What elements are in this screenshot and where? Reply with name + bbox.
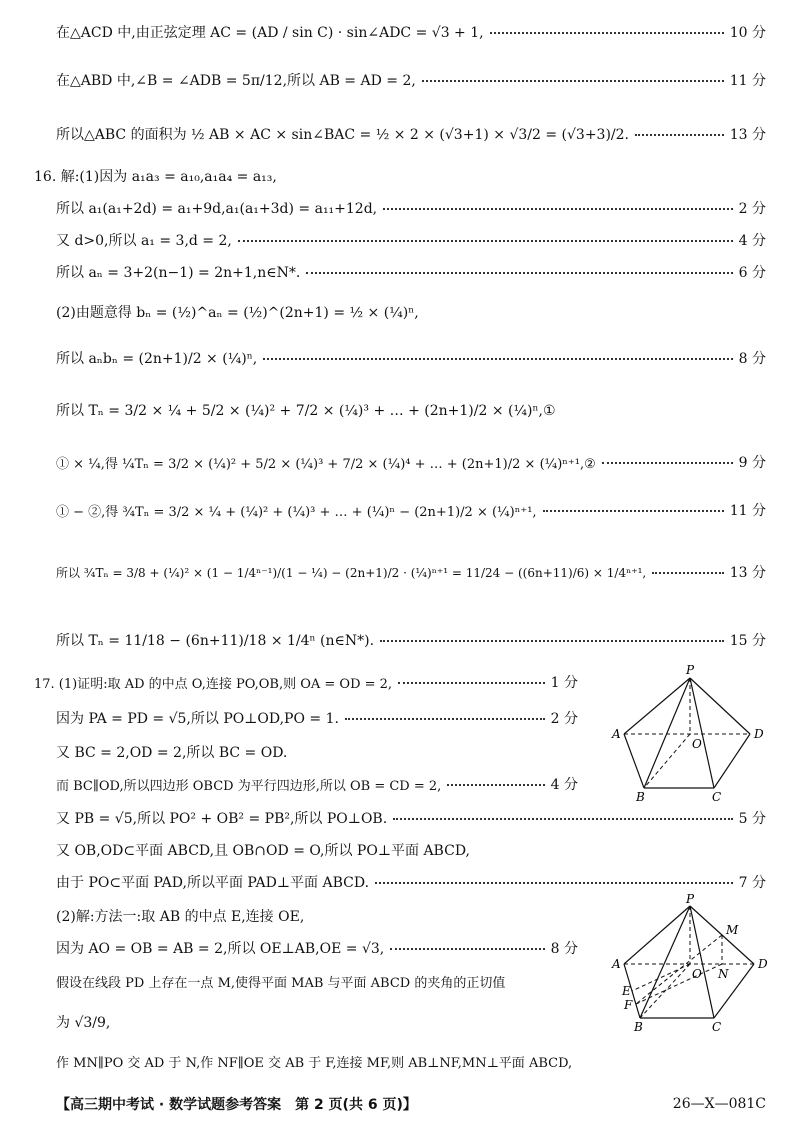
answer-line-16-5: 所以 aₙbₙ = (2n+1)/2 × (¼)ⁿ, 8 分 xyxy=(56,351,766,367)
footer-code: 26—X—081C xyxy=(672,1096,766,1112)
fig1-label-b: B xyxy=(636,790,645,804)
fig2-label-m: M xyxy=(726,923,739,937)
answer-line-17-1: 因为 PA = PD = √5,所以 PO⊥OD,PO = 1. 2 分 xyxy=(56,711,578,727)
fig1-label-o: O xyxy=(692,737,702,751)
answer-line-16-10: 所以 Tₙ = 11/18 − (6n+11)/18 × 1/4ⁿ (n∈N*). 15 分 xyxy=(56,633,766,649)
answer-line-17-10: 为 √3/9, xyxy=(56,1015,111,1031)
fig1-label-d: D xyxy=(754,727,764,741)
answer-line-16-6: 所以 Tₙ = 3/2 × ¼ + 5/2 × (¼)² + 7/2 × (¼)³ + … + (2n+1)/2 × (¼)ⁿ,① xyxy=(56,403,556,419)
problem-17-header: 17. (1)证明:取 AD 的中点 O,连接 PO,OB,则 OA = OD = 2, 1 分 xyxy=(34,675,578,692)
footer-title: 【高三期中考试 · 数学试题参考答案 第 2 页(共 6 页)】 xyxy=(56,1097,417,1113)
answer-line-17-9: 假设在线段 PD 上存在一点 M,使得平面 MAB 与平面 ABCD 的夹角的正切值 xyxy=(56,976,506,991)
answer-line-17-3: 而 BC∥OD,所以四边形 OBCD 为平行四边形,所以 OB = CD = 2, 4 分 xyxy=(56,777,578,794)
fig2-label-n: N xyxy=(718,967,729,981)
answer-line-17-2: 又 BC = 2,OD = 2,所以 BC = OD. xyxy=(56,745,288,761)
answer-line-16-7: ① × ¼,得 ¼Tₙ = 3/2 × (¼)² + 5/2 × (¼)³ + 7/2 × (¼)⁴ + … + (2n+1)/2 × (¼)ⁿ⁺¹,② 9 分 xyxy=(56,455,766,472)
fig2-label-c: C xyxy=(712,1020,722,1034)
answer-line-17-6: 由于 PO⊂平面 PAD,所以平面 PAD⊥平面 ABCD. 7 分 xyxy=(56,875,766,891)
pyramid-figure-1 xyxy=(610,664,770,804)
fig1-label-c: C xyxy=(712,790,722,804)
answer-line-16-4: (2)由题意得 bₙ = (½)^aₙ = (½)^(2n+1) = ½ × (¼)ⁿ, xyxy=(56,305,419,321)
fig2-label-b: B xyxy=(634,1020,643,1034)
fig2-label-o: O xyxy=(692,967,702,981)
fig2-label-p: P xyxy=(686,894,695,906)
fig2-label-d: D xyxy=(758,957,768,971)
answer-line-2: 在△ABD 中,∠B = ∠ADB = 5π/12,所以 AB = AD = 2, 11 分 xyxy=(56,73,766,89)
pyramid-figure-2 xyxy=(610,894,776,1034)
answer-line-17-8: 因为 AO = OB = AB = 2,所以 OE⊥AB,OE = √3, 8 分 xyxy=(56,941,578,957)
problem-16-header: 16. 解:(1)因为 a₁a₃ = a₁₀,a₁a₄ = a₁₃, xyxy=(34,169,277,185)
answer-line-16-3: 所以 aₙ = 3+2(n−1) = 2n+1,n∈N*. 6 分 xyxy=(56,265,766,281)
answer-line-16-8: ① − ②,得 ¾Tₙ = 3/2 × ¼ + (¼)² + (¼)³ + … + (¼)ⁿ − (2n+1)/2 × (¼)ⁿ⁺¹, 11 分 xyxy=(56,503,766,520)
fig1-label-p: P xyxy=(686,664,695,677)
answer-line-17-5: 又 OB,OD⊂平面 ABCD,且 OB∩OD = O,所以 PO⊥平面 ABCD, xyxy=(56,843,470,859)
answer-line-17-11: 作 MN∥PO 交 AD 于 N,作 NF∥OE 交 AB 于 F,连接 MF,则 AB⊥NF,MN⊥平面 ABCD, xyxy=(56,1056,573,1071)
fig2-label-a: A xyxy=(612,957,621,971)
fig1-label-a: A xyxy=(612,727,621,741)
fig2-label-f: F xyxy=(624,998,633,1012)
answer-line-16-1: 所以 a₁(a₁+2d) = a₁+9d,a₁(a₁+3d) = a₁₁+12d, 2 分 xyxy=(56,201,766,217)
fig2-label-e: E xyxy=(622,984,631,998)
answer-line-17-4: 又 PB = √5,所以 PO² + OB² = PB²,所以 PO⊥OB. 5 分 xyxy=(56,811,766,827)
answer-line-16-9: 所以 ¾Tₙ = 3/8 + (¼)² × (1 − 1/4ⁿ⁻¹)/(1 − ¼) − (2n+1)/2 · (¼)ⁿ⁺¹ = 11/24 − ((6n+11)/6) × 1/4ⁿ⁺¹, 13 分 xyxy=(56,565,766,581)
answer-line-1: 在△ACD 中,由正弦定理 AC = (AD / sin C) · sin∠ADC = √3 + 1, 10 分 xyxy=(56,25,766,41)
answer-line-17-7: (2)解:方法一:取 AB 的中点 E,连接 OE, xyxy=(56,909,305,925)
page-footer xyxy=(56,1094,766,1114)
answer-line-16-2: 又 d>0,所以 a₁ = 3,d = 2, 4 分 xyxy=(56,233,766,249)
answer-line-3: 所以△ABC 的面积为 ½ AB × AC × sin∠BAC = ½ × 2 × (√3+1) × √3/2 = (√3+3)/2. 13 分 xyxy=(56,127,766,143)
